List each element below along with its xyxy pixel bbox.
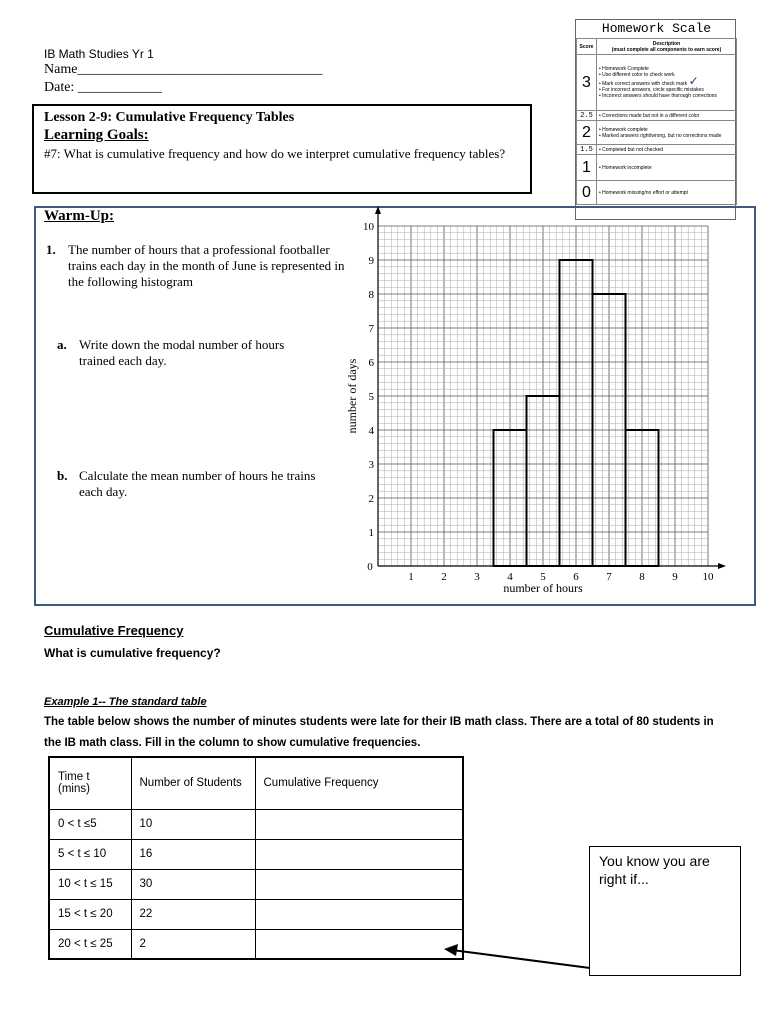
homework-scale [575, 19, 736, 220]
score-2: 2 [577, 121, 597, 145]
lesson-box [32, 104, 532, 194]
name-field[interactable]: Name___________________________________ [44, 62, 323, 77]
table-row [49, 899, 463, 929]
y-tick-label: 4 [368, 425, 374, 437]
students-cell: 16 [131, 839, 255, 869]
score-1: 1 [577, 155, 597, 181]
score-1-5: 1.5 [577, 145, 597, 155]
x-tick-label: 6 [573, 571, 579, 583]
y-tick-label: 10 [363, 221, 374, 233]
score-2-description: • Homework complete • Marked answers right/wrong, but no corrections made [597, 121, 737, 145]
x-tick-label: 1 [408, 571, 414, 583]
time-cell: 5 < t ≤ 10 [49, 839, 131, 869]
y-tick-label: 7 [368, 323, 374, 335]
table-row [49, 839, 463, 869]
x-tick-label: 5 [540, 571, 546, 583]
course-title: IB Math Studies Yr 1 [44, 47, 154, 61]
cumulative-frequency-table [48, 756, 464, 960]
x-tick-label: 2 [441, 571, 447, 583]
warmup-title: Warm-Up: [44, 208, 114, 224]
x-tick-label: 9 [672, 571, 678, 583]
y-tick-label: 2 [368, 493, 374, 505]
students-cell: 30 [131, 869, 255, 899]
x-axis-arrow [718, 563, 726, 569]
hint-text-box: You know you are right if... [589, 846, 741, 976]
x-tick-label: 4 [507, 571, 513, 583]
x-tick-label: 0 [367, 561, 373, 573]
cumulative-cell[interactable] [255, 809, 463, 839]
score-1-description: • Homework incomplete [597, 155, 737, 181]
arrow-icon [440, 940, 600, 980]
x-tick-label: 8 [639, 571, 645, 583]
check-mark-icon: ✓ [688, 74, 699, 88]
cumulative-cell[interactable] [255, 929, 463, 959]
time-cell: 20 < t ≤ 25 [49, 929, 131, 959]
score-2-5-description: • Corrections made but not in a different color [597, 111, 737, 121]
histogram-chart [340, 206, 730, 598]
table-row [49, 809, 463, 839]
table-row [49, 929, 463, 959]
score-0-description: • Homework missing/no effort or attempt [597, 181, 737, 205]
score-2-5: 2.5 [577, 111, 597, 121]
table-header-row [49, 757, 463, 809]
question-b-label: b. [57, 468, 68, 483]
y-tick-label: 6 [368, 357, 374, 369]
y-tick-label: 9 [368, 255, 374, 267]
y-tick-label: 5 [368, 391, 374, 403]
score-3-description: • Homework Complete • Use different color to check work • Mark correct answers with check mark ✓ • For incorrect answers, circle specific mistakes • Incorrect answers should have thorough corrections [597, 55, 737, 111]
cumulative-cell[interactable] [255, 839, 463, 869]
cumulative-cell[interactable] [255, 869, 463, 899]
question-a-label: a. [57, 337, 67, 352]
x-tick-label: 10 [702, 571, 714, 583]
y-axis-label: number of days [345, 358, 359, 434]
example-1-text: The table below shows the number of minutes students were late for their IB math class. There are a total of 80 students in the IB math class. Fill in the column to show cumulative frequencies. [44, 716, 714, 749]
header-students: Number of Students [131, 757, 255, 809]
learning-goals-heading: Learning Goals: [44, 127, 149, 143]
homework-scale-table [576, 38, 737, 205]
x-tick-label: 3 [474, 571, 480, 583]
learning-goal-text: #7: What is cumulative frequency and how do we interpret cumulative frequency tables? [44, 146, 506, 161]
time-cell: 0 < t ≤5 [49, 809, 131, 839]
students-cell: 10 [131, 809, 255, 839]
score-header: Score [577, 39, 597, 55]
students-cell: 2 [131, 929, 255, 959]
y-axis-arrow [375, 206, 381, 214]
lesson-title: Lesson 2-9: Cumulative Frequency Tables [44, 110, 295, 125]
students-cell: 22 [131, 899, 255, 929]
cumulative-frequency-question: What is cumulative frequency? [44, 646, 221, 660]
time-cell: 10 < t ≤ 15 [49, 869, 131, 899]
x-axis-label: number of hours [503, 581, 583, 595]
header-cumulative: Cumulative Frequency [255, 757, 463, 809]
header-time: Time t (mins) [49, 757, 131, 809]
score-3: 3 [577, 55, 597, 111]
time-cell: 15 < t ≤ 20 [49, 899, 131, 929]
y-tick-label: 8 [368, 289, 374, 301]
question-1-number: 1. [46, 242, 56, 257]
homework-scale-title: Homework Scale [601, 21, 712, 36]
score-1-5-description: • Completed but not checked [597, 145, 737, 155]
question-a-text: Write down the modal number of hours trained each day. [79, 337, 285, 368]
date-field[interactable]: Date: ____________ [44, 80, 162, 95]
score-0: 0 [577, 181, 597, 205]
question-b-text: Calculate the mean number of hours he trains each day. [79, 468, 316, 499]
x-tick-label: 7 [606, 571, 612, 583]
example-1-title: Example 1-- The standard table [44, 696, 207, 708]
y-tick-label: 1 [368, 527, 374, 539]
cumulative-frequency-title: Cumulative Frequency [44, 623, 184, 638]
y-tick-label: 3 [368, 459, 374, 471]
question-1-text: The number of hours that a professional footballer trains each day in the month of June is represented in the following histogram [68, 242, 345, 289]
description-header: Description (must complete all components to earn score) [597, 39, 737, 55]
cumulative-cell[interactable] [255, 899, 463, 929]
table-row [49, 869, 463, 899]
